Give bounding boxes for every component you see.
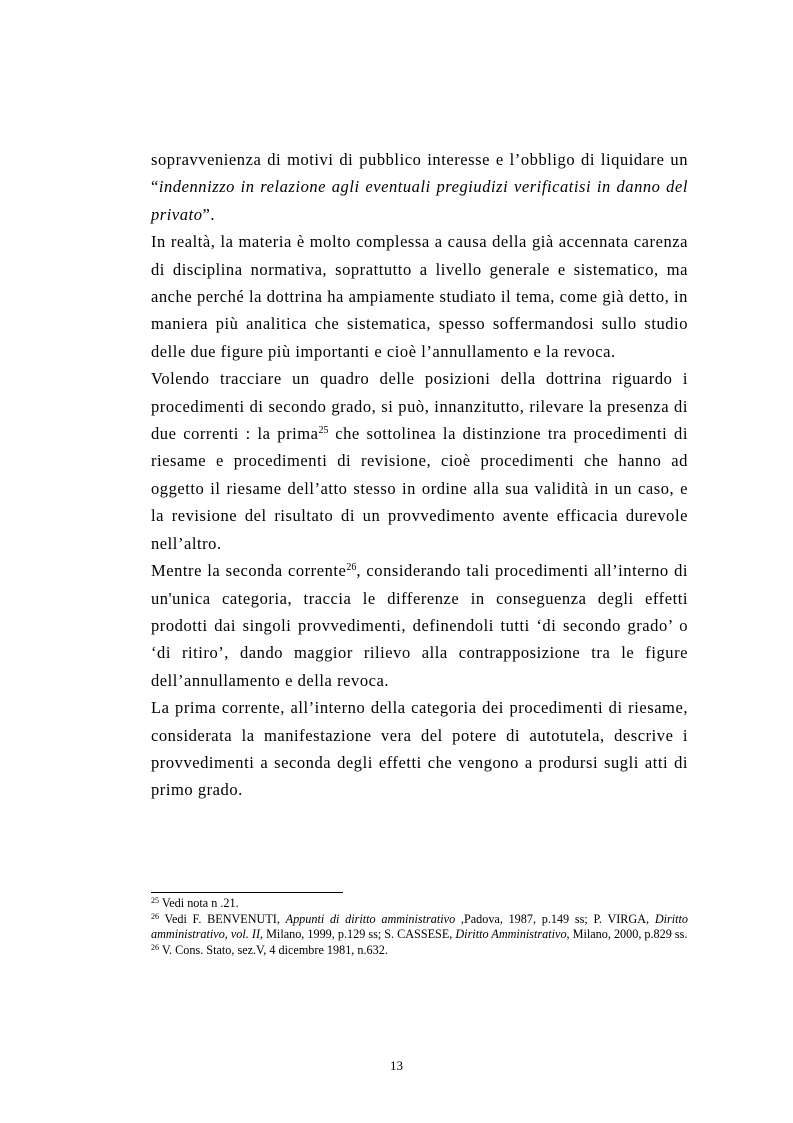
footnote-ref: 25 xyxy=(151,896,159,905)
text-run: che sottolinea la distinzione tra procedimenti di riesame e procedimenti di revisione, cioè procedimenti che hanno ad oggetto il riesame dell’atto stesso in ordine alla sua validità in un caso, e la revisione del risultato di un provvedimento avente efficacia durevole nell’altro. xyxy=(151,424,688,553)
paragraph xyxy=(151,228,688,365)
page-number: 13 xyxy=(390,1058,403,1073)
text-run: , Milano, 1999, p.129 ss; S. CASSESE, xyxy=(260,927,456,942)
text-run: Mentre la seconda corrente xyxy=(151,561,347,581)
text-run: , considerando tali procedimenti all’interno di un'unica categoria, traccia le differenze in conseguenza degli effetti prodotti dai singoli provvedimenti, definendoli tutti ‘di secondo grado’ o ‘di ritiro’, dando maggior rilievo alla contrapposizione tra le figure dell’annullamento e della revoca. xyxy=(151,561,688,690)
text-run: In realtà, la materia è molto complessa a causa della già accennata carenza di disciplina normativa, soprattutto a livello generale e sistematico, ma anche perché la dottrina ha ampiamente studiato il tema, come già detto, in maniera più analitica che sistematica, spesso soffermandosi sullo studio delle due figure più importanti e cioè l’annullamento e la revoca. xyxy=(151,232,688,361)
footnote-ref: 26 xyxy=(151,942,159,952)
text-run: Milano, 2000, p.829 ss. xyxy=(569,927,688,942)
text-run: ”. xyxy=(202,204,216,224)
paragraph xyxy=(151,557,688,694)
footnote-ref: 26 xyxy=(151,911,159,921)
italic-text: indennizzo in relazione agli eventuali pregiudizi verificatisi in danno del privato xyxy=(151,177,688,224)
footnote-ref: 25 xyxy=(318,425,329,437)
footnote xyxy=(151,943,688,959)
text-run: V. Cons. Stato, sez.V, 4 dicembre 1981, n.632. xyxy=(159,942,388,957)
text-run: La prima corrente, all’interno della categoria dei procedimenti di riesame, considerata la manifestazione vera del potere di autotutela, descrive i provvedimenti a seconda degli effetti che vengono a prodursi sugli atti di primo grado. xyxy=(151,698,688,800)
footnotes xyxy=(151,896,688,958)
paragraph xyxy=(151,365,688,557)
paragraph xyxy=(151,146,688,228)
text-run: ,Padova, 1987, p.149 ss; P. VIRGA, xyxy=(455,911,655,926)
paragraph xyxy=(151,694,688,804)
text-run: sopravvenienza di motivi di pubblico interesse e l’obbligo di liquidare un “ xyxy=(151,150,688,197)
italic-text: Appunti di diritto amministrativo xyxy=(285,911,456,926)
footnote xyxy=(151,896,688,912)
footnote xyxy=(151,912,688,943)
text-run: Vedi nota n .21. xyxy=(159,896,239,910)
body-text xyxy=(151,146,688,804)
text-run: Volendo tracciare un quadro delle posizioni della dottrina riguardo i procedimenti di secondo grado, si può, innanzitutto, rilevare la presenza di due correnti : la prima xyxy=(151,369,688,444)
italic-text: Diritto Amministrativo, xyxy=(455,927,570,942)
italic-text: Diritto amministrativo, vol. II xyxy=(151,911,688,942)
footnote-ref: 26 xyxy=(346,562,357,574)
footnote-separator xyxy=(151,892,343,893)
text-run: Vedi F. BENVENUTI, xyxy=(159,911,286,926)
